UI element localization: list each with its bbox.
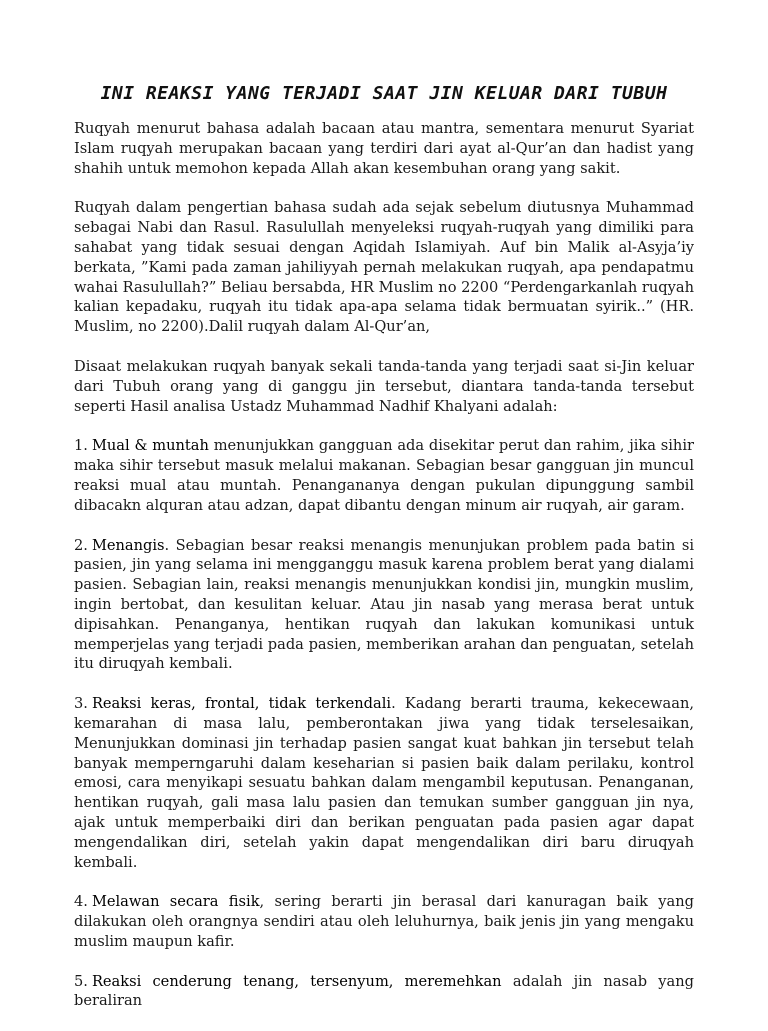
list-item-text: menunjukkan gangguan ada disekitar perut dan rahim, jika sihir maka sihir tersebut masuk melalui makanan. Sebagian besar gangguan jin muncul reaksi mual atau muntah. Penangananya dengan pukulan dipunggung sambil dibacakn alquran atau adzan, dapat dibantu dengan minum air ruqyah, air garam. (74, 437, 694, 514)
list-item (74, 436, 694, 515)
intro-paragraph-1: Ruqyah menurut bahasa adalah bacaan atau mantra, sementara menurut Syariat Islam ruqyah merupakan bacaan yang terdiri dari ayat al-Qur’an dan hadist yang shahih untuk memohon kepada Allah akan kesembuhan orang yang sakit. (74, 120, 694, 177)
list-item-text: . Sebagian besar reaksi menangis menunjukan problem pada batin si pasien, jin yang selama ini mengganggu masuk karena problem berat yang dialami pasien. Sebagian lain, reaksi menangis menunjukkan kondisi jin, mungkin muslim, ingin bertobat, dan kesulitan keluar. Atau jin nasab yang merasa berat untuk dipisahkan. Penanganya, hentikan ruqyah dan lakukan komunikasi untuk memperjelas yang terjadi pada pasien, memberikan arahan dan penguatan, setelah itu diruqyah kembali. (74, 536, 694, 673)
list-item-text: adalah jin nasab yang beraliran (74, 972, 694, 1010)
list-item-term: Reaksi keras, frontal, tidak terkendali (91, 695, 392, 713)
document-title: INI REAKSI YANG TERJADI SAAT JIN KELUAR DARI TUBUH (100, 83, 668, 104)
intro-paragraph-3: Disaat melakukan ruqyah banyak sekali tanda-tanda yang terjadi saat si-Jin keluar dari Tubuh orang yang di ganggu jin tersebut, diantara tanda-tanda tersebut seperti Hasil analisa Ustadz Muhammad Nadhif Khalyani adalah: (74, 357, 694, 415)
document-page (74, 84, 694, 1031)
list-item-term: Reaksi cenderung tenang, tersenyum, meremehkan (91, 972, 502, 990)
list-item-number: 4. (74, 893, 88, 911)
list-item-number: 3. (74, 695, 88, 713)
list-item (74, 972, 694, 1012)
list-item-text: . Kadang berarti trauma, kekecewaan, kemarahan di masa lalu, pemberontakan jiwa yang tidak terselesaikan, Menunjukkan dominasi jin terhadap pasien sangat kuat bahkan jin tersebut telah banyak memperngaruhi dalam keseharian si pasien baik dalam perilaku, kontrol emosi, cara menyikapi sesuatu bahkan dalam mengambil keputusan. Penanganan, hentikan ruqyah, gali masa lalu pasien dan temukan sumber gangguan jin nya, ajak untuk memperbaiki diri dan berikan penguatan pada pasien agar dapat mengendalikan diri, setelah yakin dapat mengendalikan diri baru diruqyah kembali. (74, 695, 694, 871)
list-item (74, 892, 694, 951)
intro-paragraph-2: Ruqyah dalam pengertian bahasa sudah ada sejak sebelum diutusnya Muhammad sebagai Nabi dan Rasul. Rasulullah menyeleksi ruqyah-ruqyah yang dimiliki para sahabat yang tidak sesuai dengan Aqidah Islamiyah. Auf bin Malik al-Asyja’iy berkata, ”Kami pada zaman jahiliyyah pernah melakukan ruqyah, apa pendapatmu wahai Rasulullah?” Beliau bersabda, HR Muslim no 2200 “Perdengarkanlah ruqyah kalian kepadaku, ruqyah itu tidak apa-apa selama tidak bermuatan syirik..” (HR. Muslim, no 2200).Dalil ruqyah dalam Al-Qur’an, (74, 199, 694, 336)
list-item-number: 1. (74, 437, 88, 455)
list-item-term: Menangis (91, 536, 165, 554)
list-item (74, 536, 694, 675)
list-item-number: 5. (74, 972, 88, 990)
list-item-number: 2. (74, 536, 88, 554)
list-item-text: , sering berarti jin berasal dari kanuragan baik yang dilakukan oleh orangnya sendiri atau oleh leluhurnya, baik jenis jin yang mengaku muslim maupun kafir. (74, 893, 694, 950)
list-item-term: Mual & muntah (91, 437, 209, 455)
list-item (74, 694, 694, 872)
list-item-term: Melawan secara fisik (91, 893, 260, 911)
